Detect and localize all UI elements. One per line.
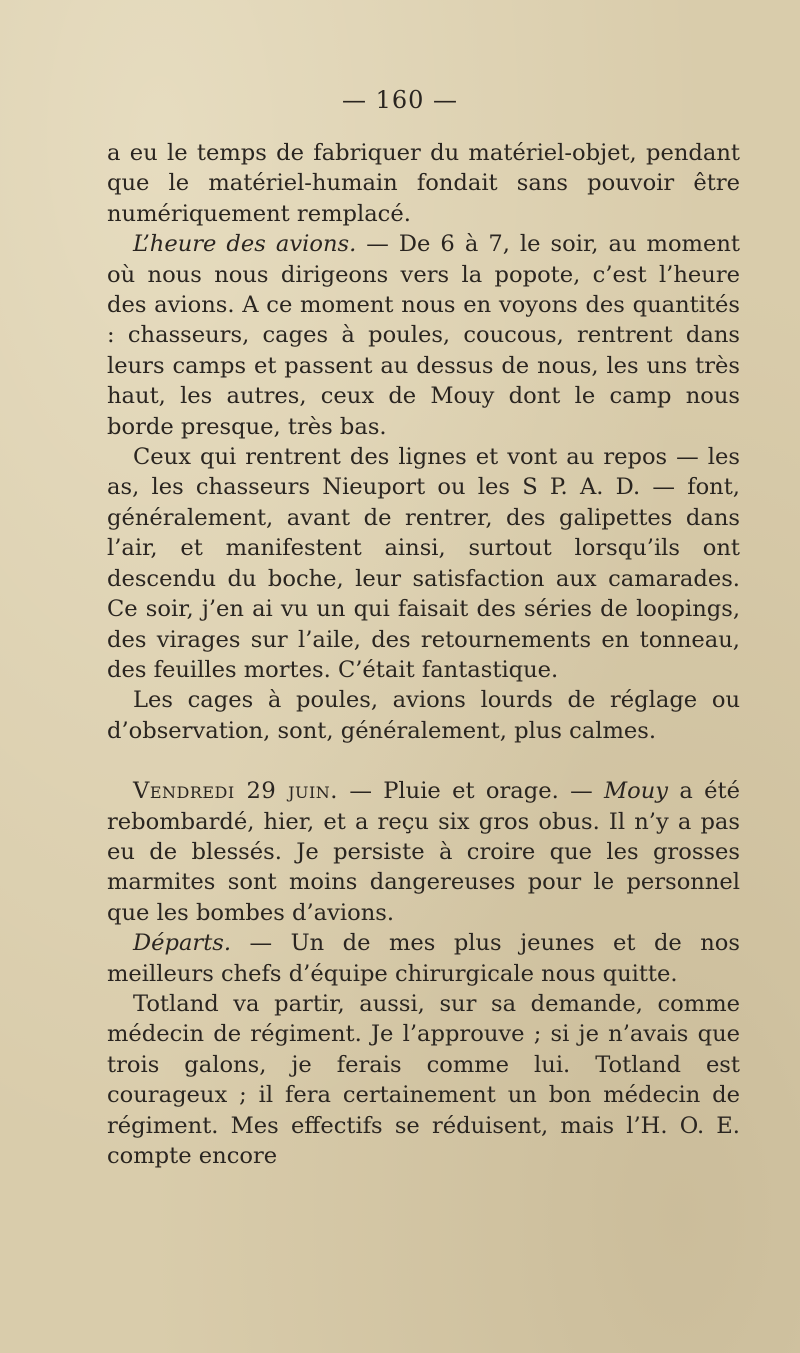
paragraph-text: — Un de mes plus jeunes et de nos meilleurs chefs d’équipe chirurgicale nous quitte. [107,930,740,987]
paragraph-text: — De 6 à 7, le soir, au moment où nous nous dirigeons vers la popote, c’est l’heure des avions. A ce moment nous en voyons des quantités : chasseurs, cages à poules, coucous, rentrent dans leurs camps et passent au dessus de nous, les uns très haut, les autres, ceux de Mouy dont le camp nous borde presque, très bas. [107,231,740,440]
paragraph-text: — Pluie et orage. — [338,778,605,805]
place-name: Mouy [604,778,669,805]
paragraph-text: a été rebombardé, hier, et a reçu six gros obus. Il n’y a pas eu de blessés. Je persiste à croire que les grosses marmites sont moins dangereuses pour le personnel que les bombes d’avions. [107,778,741,926]
paragraph: Totland va partir, aussi, sur sa demande, comme médecin de régiment. Je l’approuve ; si je n’avais que trois galons, je ferais comme lui. Totland est courageux ; il fera certainement un bon médecin de régiment. Mes effectifs se réduisent, mais l’H. O. E. compte encore [107,990,740,1169]
paragraph [107,928,740,989]
entry-date: Vendredi 29 juin. [133,778,338,805]
paragraph: Ceux qui rentrent des lignes et vont au repos — les as, les chasseurs Nieuport ou les S P. A. D. — font, généralement, avant de rentrer, des galipettes dans l’air, et manifestent ainsi, surtout lorsqu’ils ont descendu du boche, leur satisfaction aux camarades. Ce soir, j’en ai vu un qui faisait des séries de loopings, des virages sur l’aile, des retournements en tonneau, des feuilles mortes. C’était fantastique. [107,444,740,683]
paragraph: Les cages à poules, avions lourds de réglage ou d’observation, sont, généralement, plus calmes. [107,687,740,744]
section-lead: L’heure des avions. [133,231,357,258]
dated-entry [107,776,740,928]
page-number: — 160 — [341,86,459,114]
section-lead: Départs. [133,930,232,957]
paragraph: a eu le temps de fabriquer du matériel-objet, pendant que le matériel-humain fondait sans pouvoir être numériquement remplacé. [107,140,740,227]
paragraph [107,229,740,442]
body-text [107,138,740,1171]
